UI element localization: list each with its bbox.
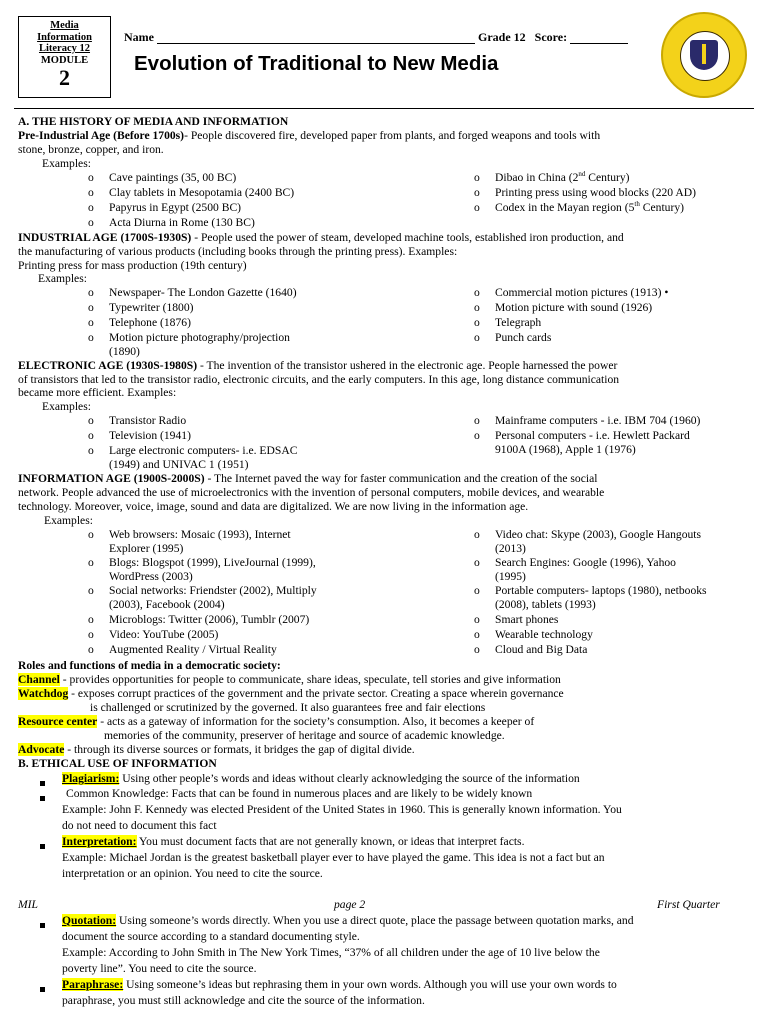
information-desc: INFORMATION AGE (1900S-2000S) - The Internet paved the way for faster communication and the creation of the social (18, 472, 598, 485)
list-item: o Papyrus in Egypt (2500 BC) (88, 201, 242, 214)
square-bullet-icon (40, 776, 45, 790)
list-item: o Video chat: Skype (2003), Google Hangouts (474, 528, 702, 541)
examples-label: Examples: (44, 514, 93, 527)
common-knowledge: Common Knowledge: Facts that can be found in numerous places and are likely to be widely known (66, 787, 533, 800)
industrial-title: INDUSTRIAL AGE (1700S-1930S) (18, 231, 192, 244)
module-number: 2 (59, 65, 70, 90)
pre-industrial-title: Pre-Industrial Age (Before 1700s) (18, 129, 185, 142)
footer-page: page 2 (334, 898, 366, 911)
list-item-cont: (1949) and UNIVAC 1 (1951) (109, 458, 249, 471)
section-a-heading: A. THE HISTORY OF MEDIA AND INFORMATION (18, 115, 289, 128)
list-item-cont: (2008), tablets (1993) (495, 598, 596, 611)
page-title: Evolution of Traditional to New Media (134, 52, 499, 75)
role-resource-cont: memories of the community, preserver of heritage and source of academic knowledge. (104, 729, 505, 742)
list-item: o Web browsers: Mosaic (1993), Internet (88, 528, 291, 541)
interpretation-example: Example: Michael Jordan is the greatest basketball player ever to have played the game. This idea is not a fact but an (62, 851, 605, 864)
section-b-heading: B. ETHICAL USE OF INFORMATION (18, 757, 217, 770)
list-item: o Blogs: Blogspot (1999), LiveJournal (1999), (88, 556, 316, 569)
list-item: o Printing press using wood blocks (220 AD) (474, 186, 696, 199)
quotation-item: Quotation: Using someone’s words directly. When you use a direct quote, place the passage between quotation marks, and (62, 914, 634, 927)
role-advocate: Advocate - through its diverse sources or formats, it bridges the gap of digital divide. (18, 743, 415, 756)
paraphrase-item: Paraphrase: Using someone’s ideas but rephrasing them in your own words. Although you will use your own words to (62, 978, 617, 991)
list-item: o Clay tablets in Mesopotamia (2400 BC) (88, 186, 295, 199)
industrial-desc-2: the manufacturing of various products (including books through the printing press). Examples: (18, 245, 458, 258)
name-line (124, 30, 628, 44)
electronic-desc-3: became more efficient. Examples: (18, 386, 177, 399)
list-item: o Transistor Radio (88, 414, 187, 427)
list-item: o Newspaper- The London Gazette (1640) (88, 286, 297, 299)
square-bullet-icon (40, 791, 45, 805)
list-item: o Search Engines: Google (1996), Yahoo (474, 556, 676, 569)
academy-seal-logo (661, 12, 747, 98)
electronic-title: ELECTRONIC AGE (1930S-1980S) (18, 359, 198, 372)
list-item: o Microblogs: Twitter (2006), Tumblr (2007) (88, 613, 310, 626)
header-divider (14, 108, 754, 109)
list-item: o Telegraph (474, 316, 542, 329)
list-item: o Motion picture photography/projection (88, 331, 290, 344)
square-bullet-icon (40, 982, 45, 996)
examples-label: Examples: (38, 272, 87, 285)
list-item: o Cloud and Big Data (474, 643, 588, 656)
list-item-cont: (1995) (495, 570, 526, 583)
list-item: o Video: YouTube (2005) (88, 628, 219, 641)
footer-right: First Quarter (657, 898, 720, 911)
score-label: Score: (534, 30, 568, 44)
module-line-1: Media (50, 20, 79, 31)
quotation-example-2: poverty line”. You need to cite the source. (62, 962, 257, 975)
module-line-2: Information (37, 31, 92, 43)
score-field[interactable] (570, 31, 628, 44)
name-field[interactable] (157, 31, 475, 44)
pre-industrial-desc-2: stone, bronze, copper, and iron. (18, 143, 164, 156)
shield-icon (690, 40, 718, 70)
list-item-cont: 9100A (1968), Apple 1 (1976) (495, 443, 636, 456)
electronic-desc: ELECTRONIC AGE (1930S-1980S) - The invention of the transistor ushered in the electronic age. People harnessed the power (18, 359, 618, 372)
roles-heading: Roles and functions of media in a democratic society: (18, 659, 281, 672)
list-item: o Wearable technology (474, 628, 593, 641)
industrial-desc-3: Printing press for mass production (19th century) (18, 259, 247, 272)
information-desc-2: network. People advanced the use of microelectronics with the invention of personal computers, mobile devices, and wearable (18, 486, 605, 499)
plagiarism-item: Plagiarism: Using other people’s words and ideas without clearly acknowledging the source of the information (62, 772, 580, 785)
quotation-desc-2: document the source according to a standard documenting style. (62, 930, 360, 943)
common-example-2: do not need to document this fact (62, 819, 217, 832)
interpretation-item: Interpretation: You must document facts that are not generally known, or ideas that interpret facts. (62, 835, 525, 848)
list-item: o Mainframe computers - i.e. IBM 704 (1960) (474, 414, 701, 427)
square-bullet-icon (40, 918, 45, 932)
information-desc-3: technology. Moreover, voice, image, sound and data are digitalized. We are now living in the information age. (18, 500, 529, 513)
list-item: o Typewriter (1800) (88, 301, 194, 314)
role-watchdog: Watchdog - exposes corrupt practices of the government and the private sector. Creating a space wherein governance (18, 687, 564, 700)
module-label: MODULE (40, 54, 89, 66)
quotation-example: Example: According to John Smith in The New York Times, “37% of all children under the age of 10 live below the (62, 946, 600, 959)
role-watchdog-cont: is challenged or scrutinized by the governed. It also guarantees free and fair elections (90, 701, 486, 714)
list-item-cont: Explorer (1995) (109, 542, 184, 555)
interpretation-example-2: interpretation or an opinion. You need to cite the source. (62, 867, 323, 880)
list-item-cont: (2003), Facebook (2004) (109, 598, 225, 611)
list-item: o Cave paintings (35, 00 BC) (88, 171, 237, 184)
list-item-cont: (2013) (495, 542, 526, 555)
examples-label: Examples: (42, 400, 91, 413)
seal-inner (680, 31, 730, 81)
list-item: o Acta Diurna in Rome (130 BC) (88, 216, 255, 229)
list-item: o Dibao in China (2nd Century) (474, 170, 630, 184)
list-item: o Motion picture with sound (1926) (474, 301, 653, 314)
list-item-cont: (1890) (109, 345, 140, 358)
list-item: o Codex in the Mayan region (5th Century) (474, 200, 684, 214)
list-item: o Commercial motion pictures (1913) • (474, 286, 669, 299)
industrial-desc: INDUSTRIAL AGE (1700S-1930S) - People used the power of steam, developed machine tools, established iron production, and (18, 231, 624, 244)
grade-label: Grade 12 (478, 30, 526, 44)
pre-industrial-desc: Pre-Industrial Age (Before 1700s)- People discovered fire, developed paper from plants, and forged weapons and tools with (18, 129, 601, 142)
square-bullet-icon (40, 839, 45, 853)
examples-label: Examples: (42, 157, 91, 170)
list-item: o Augmented Reality / Virtual Reality (88, 643, 277, 656)
role-channel: Channel - provides opportunities for people to communicate, share ideas, speculate, tell stories and give information (18, 673, 561, 686)
list-item-cont: WordPress (2003) (109, 570, 193, 583)
module-box (18, 16, 111, 98)
list-item: o Social networks: Friendster (2002), Multiply (88, 584, 317, 597)
list-item: o Smart phones (474, 613, 559, 626)
list-item: o Television (1941) (88, 429, 191, 442)
paraphrase-desc-2: paraphrase, you must still acknowledge and cite the source of the information. (62, 994, 425, 1007)
list-item: o Punch cards (474, 331, 552, 344)
electronic-desc-2: of transistors that led to the transistor radio, electronic circuits, and the early computers. In this age, long distance communication (18, 373, 620, 386)
information-title: INFORMATION AGE (1900S-2000S) (18, 472, 205, 485)
list-item: o Portable computers- laptops (1980), netbooks (474, 584, 707, 597)
role-resource: Resource center - acts as a gateway of information for the society’s consumption. Also, it becomes a keeper of (18, 715, 535, 728)
common-example: Example: John F. Kennedy was elected President of the United States in 1960. This is generally known information. You (62, 803, 622, 816)
footer-left: MIL (18, 898, 38, 911)
list-item: o Personal computers - i.e. Hewlett Packard (474, 429, 690, 442)
module-line-3: Literacy 12 (38, 43, 91, 54)
list-item: o Telephone (1876) (88, 316, 191, 329)
list-item: o Large electronic computers- i.e. EDSAC (88, 444, 298, 457)
name-label: Name (124, 30, 154, 44)
